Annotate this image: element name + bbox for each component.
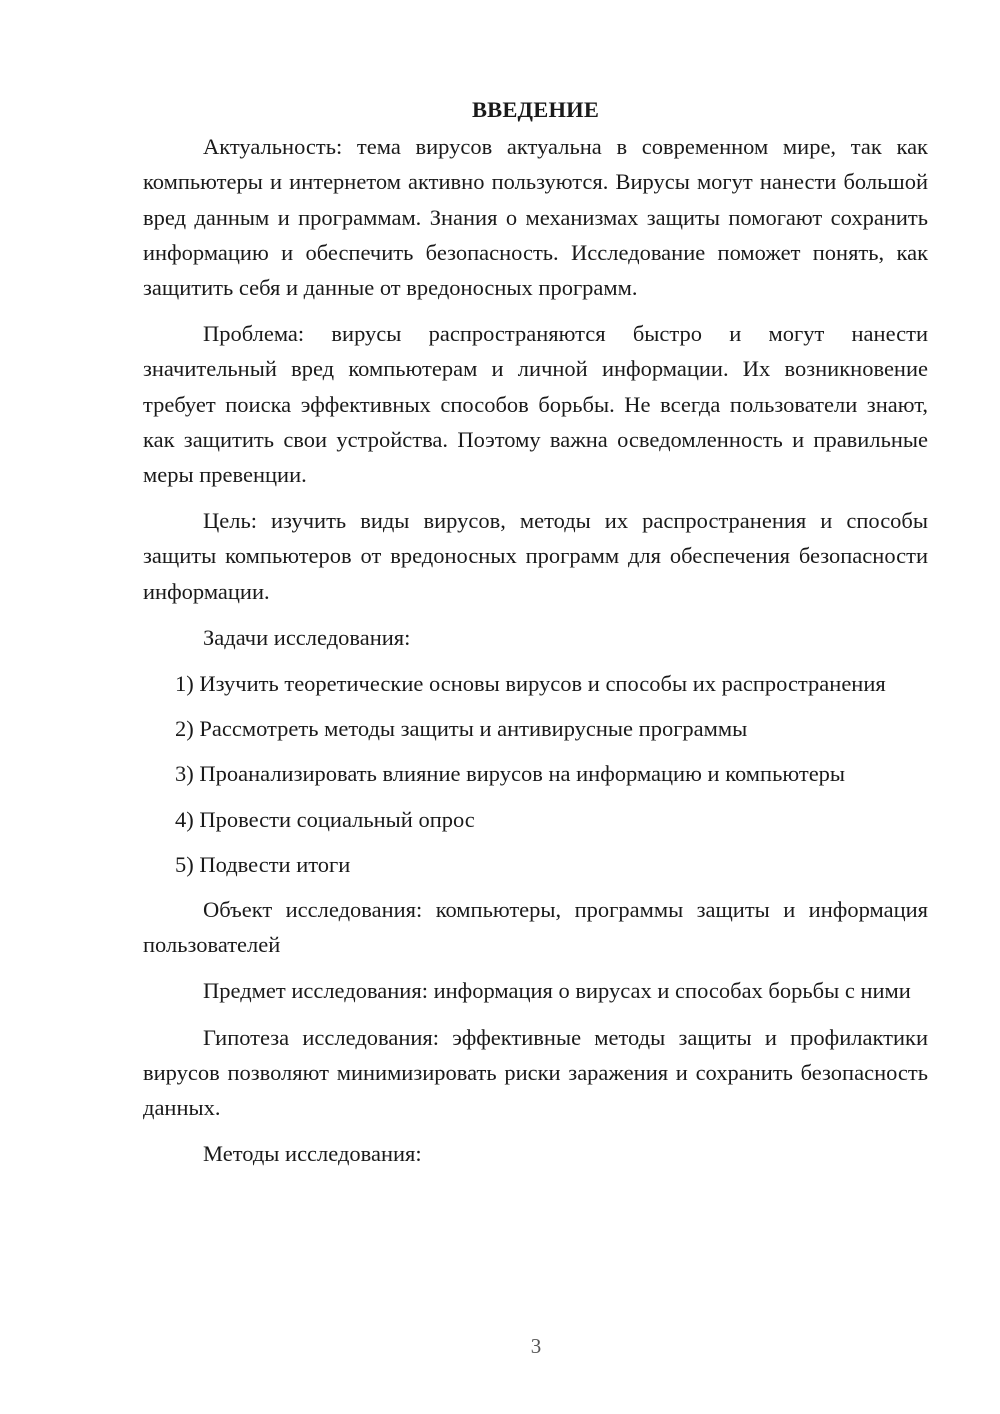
list-item: 3) Проанализировать влияние вирусов на информацию и компьютеры	[175, 761, 846, 787]
section-title: ВВЕДЕНИЕ	[471, 97, 600, 122]
methods-heading: Методы исследования:	[203, 1141, 422, 1167]
list-item: 5) Подвести итоги	[175, 851, 351, 877]
tasks-heading: Задачи исследования:	[203, 624, 411, 650]
list-item: 1) Изучить теоретические основы вирусов и способы их распространения	[175, 671, 886, 697]
tasks-list	[143, 666, 928, 882]
goal-paragraph: Цель: изучить виды вирусов, методы их распространения и способы защиты компьютеров от вредоносных программ для обеспечения безопасности информации.	[143, 508, 928, 604]
page-content	[143, 92, 928, 1182]
page-number: 3	[530, 1334, 542, 1358]
relevance-paragraph: Актуальность: тема вирусов актуальна в современном мире, так как компьютеры и интернетом активно пользуются. Вирусы могут нанести большой вред данным и программам. Знания о механизмах защиты помогают сохранить информацию и обеспечить безопасность. Исследование поможет понять, как защитить себя и данные от вредоносных программ.	[143, 134, 928, 301]
hypothesis-paragraph: Гипотеза исследования: эффективные методы защиты и профилактики вирусов позволяют минимизировать риски заражения и сохранить безопасность данных.	[143, 1024, 928, 1121]
subject-paragraph: Предмет исследования: информация о вирусах и способах борьбы с ними	[203, 978, 911, 1004]
list-item: 2) Рассмотреть методы защиты и антивирусные программы	[175, 716, 748, 742]
problem-paragraph: Проблема: вирусы распространяются быстро и могут нанести значительный вред компьютерам и личной информации. Их возникновение требует поиска эффективных способов борьбы. Не всегда пользователи знают, как защитить свои устройства. Поэтому важна осведомленность и правильные меры превенции.	[143, 321, 928, 488]
list-item: 4) Провести социальный опрос	[175, 806, 475, 832]
object-paragraph: Объект исследования: компьютеры, программы защиты и информация пользователей	[143, 897, 928, 958]
